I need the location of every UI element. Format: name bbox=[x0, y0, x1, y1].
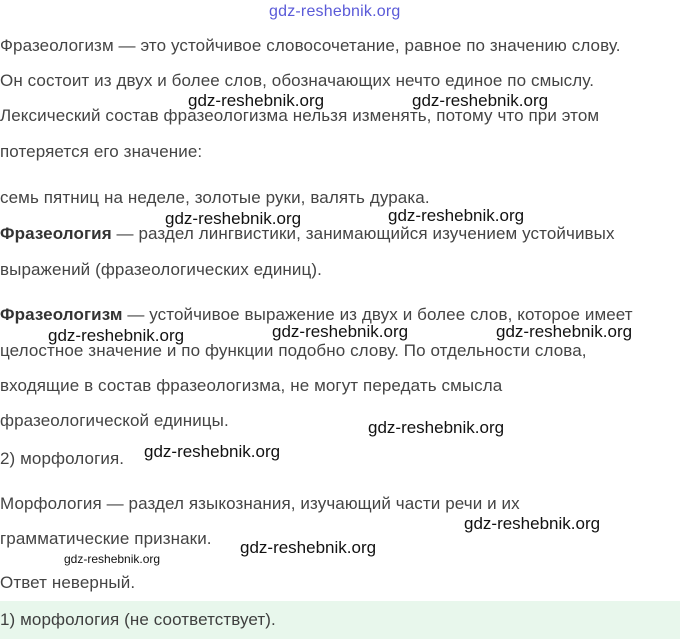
definition-line-2: Он состоит из двух и более слов, обозначающих нечто единое по смыслу. bbox=[0, 71, 595, 90]
verdict-line: Ответ неверный. bbox=[0, 573, 136, 592]
watermark: gdz-reshebnik.org bbox=[48, 326, 185, 345]
phraseology-term: Фразеология bbox=[0, 224, 112, 243]
phraseologism-line-2: целостное значение и по функции подобно слову. По отдельности слова, bbox=[0, 341, 587, 360]
phraseologism-line-1-rest: — устойчивое выражение из двух и более слов, которое имеет bbox=[122, 305, 633, 324]
watermark: gdz-reshebnik.org bbox=[240, 538, 377, 557]
morphology-line-2: грамматические признаки. bbox=[0, 529, 212, 548]
watermark: gdz-reshebnik.org bbox=[412, 91, 549, 110]
watermark-small: gdz-reshebnik.org bbox=[64, 552, 161, 566]
phraseology-line-1-rest: — раздел лингвистики, занимающийся изучением устойчивых bbox=[111, 224, 615, 243]
answer-line: 1) морфология (не соответствует). bbox=[0, 610, 276, 629]
watermark: gdz-reshebnik.org bbox=[464, 514, 601, 533]
examples-line: семь пятниц на неделе, золотые руки, валять дурака. bbox=[0, 188, 430, 207]
definition-line-4: потеряется его значение: bbox=[0, 142, 203, 161]
watermark: gdz-reshebnik.org bbox=[368, 418, 505, 437]
watermark: gdz-reshebnik.org bbox=[388, 206, 525, 225]
phraseologism-line-4: фразеологической единицы. bbox=[0, 411, 229, 430]
watermark-top: gdz-reshebnik.org bbox=[269, 3, 401, 20]
watermark: gdz-reshebnik.org bbox=[188, 91, 325, 110]
watermark: gdz-reshebnik.org bbox=[272, 322, 409, 341]
phraseologism-line-3: входящие в состав фразеологизма, не могут передать смысла bbox=[0, 376, 503, 395]
definition-line-1: Фразеологизм — это устойчивое словосочетание, равное по значению слову. bbox=[0, 36, 621, 55]
answer-highlight bbox=[0, 601, 680, 639]
phraseology-line-1 bbox=[0, 223, 615, 245]
phraseologism-term: Фразеологизм bbox=[0, 305, 123, 324]
watermark: gdz-reshebnik.org bbox=[165, 209, 302, 228]
definition-line-3: Лексический состав фразеологизма нельзя изменять, потому что при этом bbox=[0, 106, 600, 125]
phraseology-line-2: выражений (фразеологических единиц). bbox=[0, 260, 322, 279]
morphology-line-1: Морфология — раздел языкознания, изучающий части речи и их bbox=[0, 494, 520, 513]
watermark: gdz-reshebnik.org bbox=[496, 322, 633, 341]
watermark: gdz-reshebnik.org bbox=[144, 442, 281, 461]
option-2-line: 2) морфология. bbox=[0, 449, 125, 468]
